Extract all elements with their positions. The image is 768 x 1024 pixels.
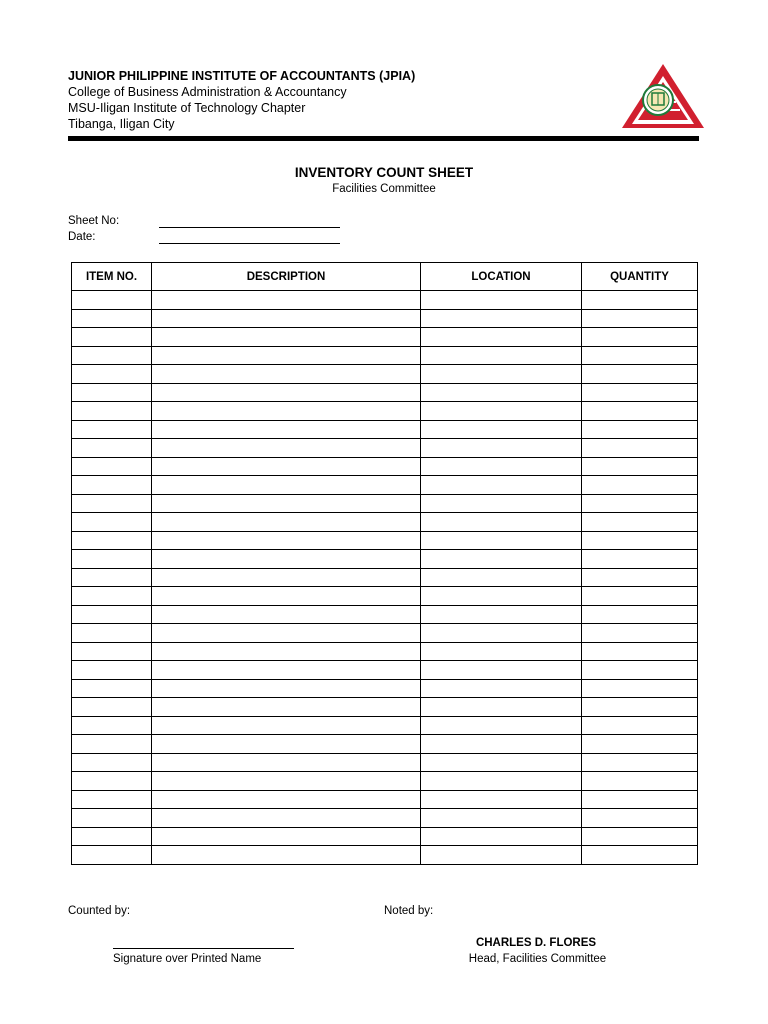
- item-no-cell[interactable]: [72, 365, 152, 384]
- location-cell[interactable]: [421, 346, 582, 365]
- description-cell[interactable]: [152, 309, 421, 328]
- table-row: [72, 605, 698, 624]
- quantity-cell[interactable]: [582, 494, 698, 513]
- table-row: [72, 494, 698, 513]
- item-no-cell[interactable]: [72, 661, 152, 680]
- signature-caption: Signature over Printed Name: [113, 953, 262, 965]
- location-cell[interactable]: [421, 716, 582, 735]
- description-cell[interactable]: [152, 494, 421, 513]
- table-row: [72, 698, 698, 717]
- quantity-cell[interactable]: [582, 568, 698, 587]
- description-cell[interactable]: [152, 476, 421, 495]
- quantity-cell[interactable]: [582, 587, 698, 606]
- item-no-cell[interactable]: [72, 642, 152, 661]
- quantity-cell[interactable]: [582, 365, 698, 384]
- quantity-cell[interactable]: [582, 624, 698, 643]
- item-no-cell[interactable]: [72, 679, 152, 698]
- table-row: [72, 679, 698, 698]
- quantity-cell[interactable]: [582, 309, 698, 328]
- quantity-cell[interactable]: [582, 809, 698, 828]
- location-cell[interactable]: [421, 550, 582, 569]
- table-body: [72, 291, 698, 865]
- item-no-cell[interactable]: [72, 605, 152, 624]
- table-row: [72, 753, 698, 772]
- table-row: [72, 642, 698, 661]
- table-row: [72, 346, 698, 365]
- table-row: [72, 624, 698, 643]
- description-cell[interactable]: [152, 550, 421, 569]
- item-no-cell[interactable]: [72, 772, 152, 791]
- item-no-cell[interactable]: [72, 457, 152, 476]
- item-no-cell[interactable]: [72, 291, 152, 310]
- col-header-location: LOCATION: [421, 263, 582, 291]
- table-header-row: [72, 263, 698, 291]
- college-name: College of Business Administration & Accountancy: [68, 85, 347, 99]
- document-subtitle: Facilities Committee: [332, 183, 436, 195]
- item-no-cell[interactable]: [72, 809, 152, 828]
- description-cell[interactable]: [152, 753, 421, 772]
- description-cell[interactable]: [152, 328, 421, 347]
- location-cell[interactable]: [421, 383, 582, 402]
- location-cell[interactable]: [421, 513, 582, 532]
- location-cell[interactable]: [421, 605, 582, 624]
- description-cell[interactable]: [152, 827, 421, 846]
- description-cell[interactable]: [152, 531, 421, 550]
- item-no-cell[interactable]: [72, 568, 152, 587]
- item-no-cell[interactable]: [72, 716, 152, 735]
- location-cell[interactable]: [421, 476, 582, 495]
- item-no-cell[interactable]: [72, 790, 152, 809]
- description-cell[interactable]: [152, 846, 421, 865]
- jpia-logo-icon: [620, 62, 706, 130]
- location-cell[interactable]: [421, 568, 582, 587]
- item-no-cell[interactable]: [72, 698, 152, 717]
- description-cell[interactable]: [152, 790, 421, 809]
- description-cell[interactable]: [152, 624, 421, 643]
- date-label: Date:: [68, 231, 96, 243]
- description-cell[interactable]: [152, 365, 421, 384]
- col-header-item-no: ITEM NO.: [72, 263, 152, 291]
- item-no-cell[interactable]: [72, 476, 152, 495]
- location-cell[interactable]: [421, 846, 582, 865]
- description-cell[interactable]: [152, 642, 421, 661]
- table-row: [72, 309, 698, 328]
- table-row: [72, 735, 698, 754]
- noted-title: Head, Facilities Committee: [468, 953, 607, 965]
- description-cell[interactable]: [152, 439, 421, 458]
- counted-by-label: Counted by:: [68, 905, 131, 917]
- quantity-cell[interactable]: [582, 605, 698, 624]
- description-cell[interactable]: [152, 716, 421, 735]
- quantity-cell[interactable]: [582, 383, 698, 402]
- location-cell[interactable]: [421, 457, 582, 476]
- description-cell[interactable]: [152, 457, 421, 476]
- table-row: [72, 513, 698, 532]
- description-cell[interactable]: [152, 291, 421, 310]
- location-cell[interactable]: [421, 531, 582, 550]
- quantity-cell[interactable]: [582, 420, 698, 439]
- location-cell[interactable]: [421, 309, 582, 328]
- description-cell[interactable]: [152, 420, 421, 439]
- col-header-description: DESCRIPTION: [152, 263, 421, 291]
- table-row: [72, 846, 698, 865]
- letterhead: [68, 68, 628, 132]
- description-cell[interactable]: [152, 513, 421, 532]
- item-no-cell[interactable]: [72, 753, 152, 772]
- document-title: INVENTORY COUNT SHEET: [294, 165, 474, 180]
- quantity-cell[interactable]: [582, 476, 698, 495]
- inventory-table: [71, 262, 698, 865]
- description-cell[interactable]: [152, 587, 421, 606]
- table-row: [72, 420, 698, 439]
- description-cell[interactable]: [152, 698, 421, 717]
- table-row: [72, 439, 698, 458]
- quantity-cell[interactable]: [582, 679, 698, 698]
- description-cell[interactable]: [152, 772, 421, 791]
- location-cell[interactable]: [421, 772, 582, 791]
- description-cell[interactable]: [152, 568, 421, 587]
- item-no-cell[interactable]: [72, 494, 152, 513]
- table-row: [72, 790, 698, 809]
- quantity-cell[interactable]: [582, 661, 698, 680]
- item-no-cell[interactable]: [72, 346, 152, 365]
- organization-name: JUNIOR PHILIPPINE INSTITUTE OF ACCOUNTANTS (JPIA): [68, 69, 416, 83]
- date-field[interactable]: [159, 243, 340, 244]
- item-no-cell[interactable]: [72, 513, 152, 532]
- location-cell[interactable]: [421, 753, 582, 772]
- location-cell[interactable]: [421, 494, 582, 513]
- location-cell[interactable]: [421, 735, 582, 754]
- table-row: [72, 457, 698, 476]
- table-row: [72, 383, 698, 402]
- quantity-cell[interactable]: [582, 402, 698, 421]
- item-no-cell[interactable]: [72, 309, 152, 328]
- table-row: [72, 772, 698, 791]
- item-no-cell[interactable]: [72, 420, 152, 439]
- location-cell[interactable]: [421, 790, 582, 809]
- description-cell[interactable]: [152, 809, 421, 828]
- quantity-cell[interactable]: [582, 328, 698, 347]
- noted-name: CHARLES D. FLORES: [475, 937, 597, 949]
- item-no-cell[interactable]: [72, 846, 152, 865]
- table-row: [72, 716, 698, 735]
- item-no-cell[interactable]: [72, 587, 152, 606]
- quantity-cell[interactable]: [582, 513, 698, 532]
- quantity-cell[interactable]: [582, 439, 698, 458]
- sheet-no-label: Sheet No:: [68, 215, 120, 227]
- item-no-cell[interactable]: [72, 328, 152, 347]
- quantity-cell[interactable]: [582, 735, 698, 754]
- location-cell[interactable]: [421, 420, 582, 439]
- quantity-cell[interactable]: [582, 753, 698, 772]
- item-no-cell[interactable]: [72, 402, 152, 421]
- table-row: [72, 568, 698, 587]
- location-cell[interactable]: [421, 827, 582, 846]
- item-no-cell[interactable]: [72, 531, 152, 550]
- quantity-cell[interactable]: [582, 827, 698, 846]
- table-row: [72, 328, 698, 347]
- description-cell[interactable]: [152, 661, 421, 680]
- location-cell[interactable]: [421, 661, 582, 680]
- address: Tibanga, Iligan City: [68, 117, 175, 131]
- header-divider: [68, 136, 699, 141]
- location-cell[interactable]: [421, 291, 582, 310]
- location-cell[interactable]: [421, 587, 582, 606]
- location-cell[interactable]: [421, 402, 582, 421]
- location-cell[interactable]: [421, 365, 582, 384]
- quantity-cell[interactable]: [582, 642, 698, 661]
- table-row: [72, 531, 698, 550]
- quantity-cell[interactable]: [582, 291, 698, 310]
- description-cell[interactable]: [152, 346, 421, 365]
- item-no-cell[interactable]: [72, 735, 152, 754]
- item-no-cell[interactable]: [72, 550, 152, 569]
- item-no-cell[interactable]: [72, 827, 152, 846]
- table-row: [72, 661, 698, 680]
- chapter-name: MSU-Iligan Institute of Technology Chapter: [68, 101, 306, 115]
- description-cell[interactable]: [152, 735, 421, 754]
- table-row: [72, 809, 698, 828]
- quantity-cell[interactable]: [582, 846, 698, 865]
- location-cell[interactable]: [421, 698, 582, 717]
- item-no-cell[interactable]: [72, 439, 152, 458]
- location-cell[interactable]: [421, 642, 582, 661]
- table-row: [72, 402, 698, 421]
- sheet-no-field[interactable]: [159, 227, 340, 228]
- quantity-cell[interactable]: [582, 772, 698, 791]
- description-cell[interactable]: [152, 679, 421, 698]
- description-cell[interactable]: [152, 402, 421, 421]
- location-cell[interactable]: [421, 328, 582, 347]
- noted-by-label: Noted by:: [384, 905, 434, 917]
- table-row: [72, 365, 698, 384]
- location-cell[interactable]: [421, 624, 582, 643]
- location-cell[interactable]: [421, 809, 582, 828]
- table-row: [72, 827, 698, 846]
- quantity-cell[interactable]: [582, 531, 698, 550]
- description-cell[interactable]: [152, 605, 421, 624]
- quantity-cell[interactable]: [582, 550, 698, 569]
- table-row: [72, 476, 698, 495]
- quantity-cell[interactable]: [582, 346, 698, 365]
- table-row: [72, 550, 698, 569]
- item-no-cell[interactable]: [72, 383, 152, 402]
- table-row: [72, 587, 698, 606]
- location-cell[interactable]: [421, 679, 582, 698]
- location-cell[interactable]: [421, 439, 582, 458]
- quantity-cell[interactable]: [582, 790, 698, 809]
- quantity-cell[interactable]: [582, 457, 698, 476]
- table-row: [72, 291, 698, 310]
- description-cell[interactable]: [152, 383, 421, 402]
- col-header-quantity: QUANTITY: [582, 263, 698, 291]
- quantity-cell[interactable]: [582, 698, 698, 717]
- quantity-cell[interactable]: [582, 716, 698, 735]
- item-no-cell[interactable]: [72, 624, 152, 643]
